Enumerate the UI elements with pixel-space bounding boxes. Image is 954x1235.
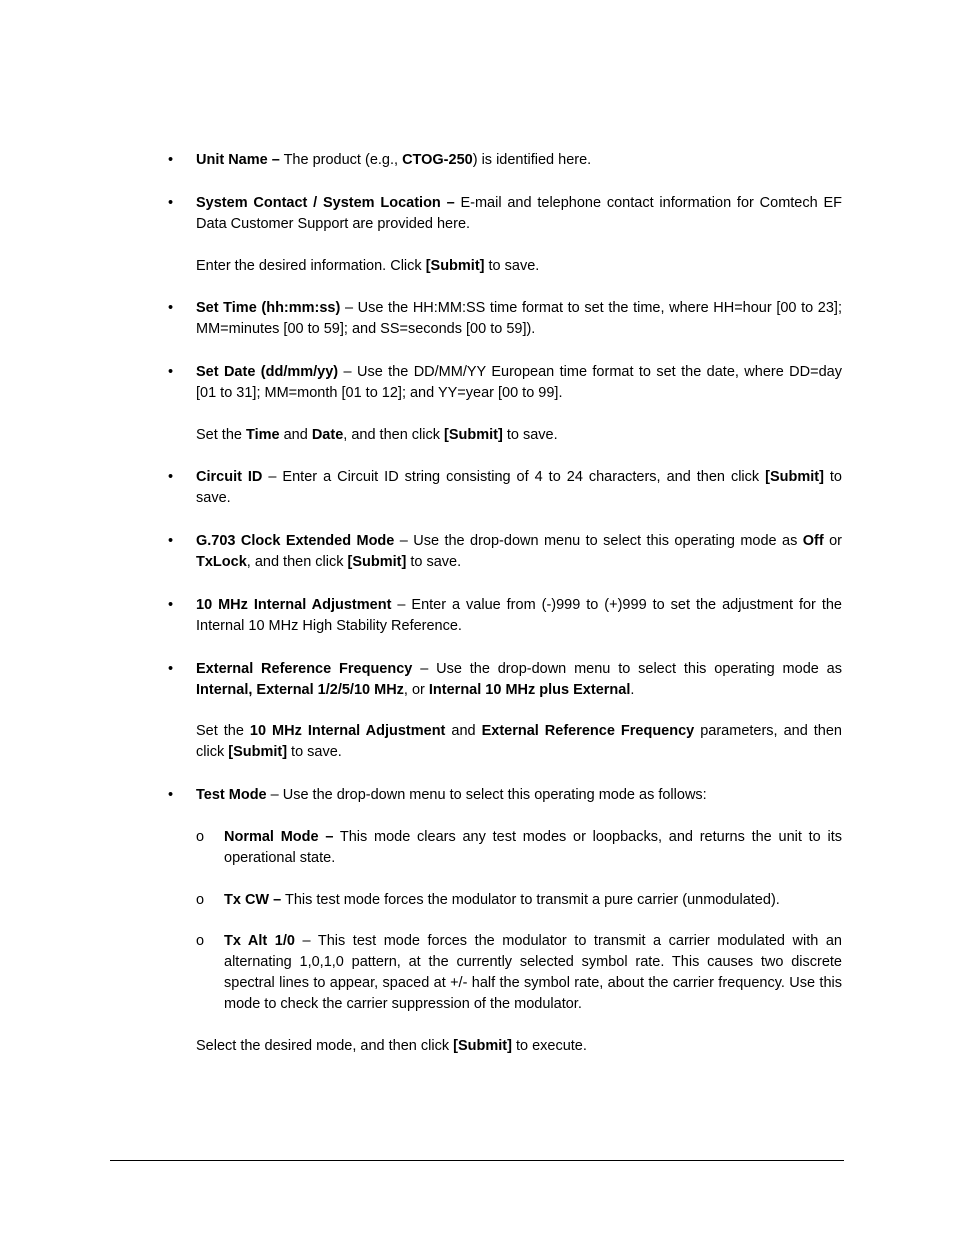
- footer-rule: [110, 1160, 844, 1161]
- note-text: to execute.: [511, 1038, 587, 1054]
- note-bold: [Submit]: [453, 1038, 512, 1054]
- bullet-marker: •: [168, 661, 174, 677]
- item-label: Test Mode: [196, 787, 267, 803]
- note-bold: [Submit]: [444, 427, 503, 443]
- item-text: ) is identified here.: [472, 152, 592, 168]
- bullet-marker: •: [168, 533, 174, 549]
- sub-bullet-marker: o: [196, 933, 205, 949]
- sub-label: Tx Alt 1/0: [224, 933, 295, 949]
- test-mode-normal: [224, 827, 842, 869]
- note-bold: 10 MHz Internal Adjustment: [249, 723, 446, 739]
- bullet-marker: •: [168, 597, 174, 613]
- item-label: 10 MHz Internal Adjustment: [196, 597, 392, 613]
- test-mode-tx-alt: [224, 931, 842, 1015]
- note-text: to save.: [287, 744, 342, 760]
- bullet-marker: •: [168, 364, 174, 380]
- sub-label: Normal Mode –: [224, 829, 334, 845]
- item-unit-name: [196, 150, 842, 171]
- note-text: parameters, and then click: [196, 723, 842, 760]
- sub-text: – This test mode forces the modulator to transmit a carrier modulated with an alternating 1,0,1,0 pattern, at the currently selected symbol rate. This causes two discrete spectral lines to appear, spaced at +/- half the symbol rate, about the carrier frequency. Use this mode to check the carrier suppression of the modulator.: [224, 933, 842, 1012]
- item-bold: Off: [802, 533, 824, 549]
- note-text: to save.: [484, 258, 540, 274]
- note-text: Select the desired mode, and then click: [196, 1038, 454, 1054]
- bullet-marker: •: [168, 469, 174, 485]
- bullet-marker: •: [168, 300, 174, 316]
- item-set-date: [196, 362, 842, 404]
- item-label: External Reference Frequency: [196, 661, 413, 677]
- item-text: , or: [403, 682, 429, 698]
- item-label: Set Date (dd/mm/yy): [196, 364, 339, 380]
- item-bold: [Submit]: [765, 469, 824, 485]
- item-text: – Enter a value from (-)999 to (+)999 to set the adjustment for the Internal 10 MHz High Stability Reference.: [196, 597, 842, 634]
- note-text: , and then click: [343, 427, 445, 443]
- item-circuit-id: [196, 467, 842, 509]
- sub-bullet-marker: o: [196, 892, 205, 908]
- item-system-contact: [196, 193, 842, 235]
- item-label: Circuit ID: [196, 469, 263, 485]
- note-datetime: [196, 425, 842, 446]
- note-text: and: [445, 723, 482, 739]
- item-label: System Contact / System Location –: [196, 195, 455, 211]
- note-bold: Time: [245, 427, 280, 443]
- note-text: Enter the desired information. Click: [196, 258, 426, 274]
- note-text: and: [279, 427, 312, 443]
- sub-bullet-marker: o: [196, 829, 205, 845]
- test-mode-tx-cw: [224, 890, 842, 911]
- sub-text: This test mode forces the modulator to transmit a pure carrier (unmodulated).: [281, 892, 780, 908]
- item-10mhz-adjustment: [196, 595, 842, 637]
- note-bold: [Submit]: [425, 258, 485, 274]
- note-reference: [196, 721, 842, 763]
- item-g703-clock: [196, 531, 842, 573]
- item-text: to save.: [196, 469, 842, 506]
- note-text: to save.: [502, 427, 558, 443]
- note-text: Set the: [196, 723, 250, 739]
- item-text: .: [630, 682, 635, 698]
- sub-label: Tx CW –: [224, 892, 282, 908]
- note-testmode: [196, 1036, 842, 1057]
- item-label: Unit Name –: [196, 152, 280, 168]
- item-bold: Internal, External 1/2/5/10 MHz: [196, 682, 404, 698]
- item-text: – Use the HH:MM:SS time format to set the time, where HH=hour [00 to 23]; MM=minutes [00 to 59]; and SS=seconds [00 to 59]).: [196, 300, 842, 337]
- item-set-time: [196, 298, 842, 340]
- item-bold: CTOG-250: [402, 152, 473, 168]
- bullet-marker: •: [168, 152, 174, 168]
- item-text: – Use the drop-down menu to select this operating mode as: [394, 533, 803, 549]
- note-text: Set the: [196, 427, 246, 443]
- item-bold: TxLock: [196, 554, 247, 570]
- bullet-marker: •: [168, 787, 174, 803]
- item-text: , and then click: [246, 554, 348, 570]
- note-bold: Date: [311, 427, 344, 443]
- item-text: – Use the DD/MM/YY European time format to set the date, where DD=day [01 to 31]; MM=month [01 to 12]; and YY=year [00 to 99].: [196, 364, 842, 401]
- item-text: to save.: [406, 554, 462, 570]
- note-bold: [Submit]: [228, 744, 288, 760]
- note-bold: External Reference Frequency: [481, 723, 695, 739]
- item-text: – Enter a Circuit ID string consisting of 4 to 24 characters, and then click: [262, 469, 766, 485]
- item-external-reference: [196, 659, 842, 701]
- item-bold: [Submit]: [347, 554, 407, 570]
- item-bold: Internal 10 MHz plus External: [428, 682, 631, 698]
- item-text: The product (e.g.,: [279, 152, 403, 168]
- bullet-marker: •: [168, 195, 174, 211]
- item-text: or: [823, 533, 842, 549]
- item-test-mode: [196, 785, 842, 806]
- item-text: – Use the drop-down menu to select this operating mode as: [412, 661, 842, 677]
- item-label: Set Time (hh:mm:ss): [196, 300, 341, 316]
- item-text: E-mail and telephone contact information for Comtech EF Data Customer Support are provided here.: [196, 195, 843, 232]
- item-label: G.703 Clock Extended Mode: [196, 533, 395, 549]
- sub-text: This mode clears any test modes or loopbacks, and returns the unit to its operational state.: [224, 829, 842, 866]
- item-text: – Use the drop-down menu to select this operating mode as follows:: [266, 787, 707, 803]
- note-contact: [196, 256, 842, 277]
